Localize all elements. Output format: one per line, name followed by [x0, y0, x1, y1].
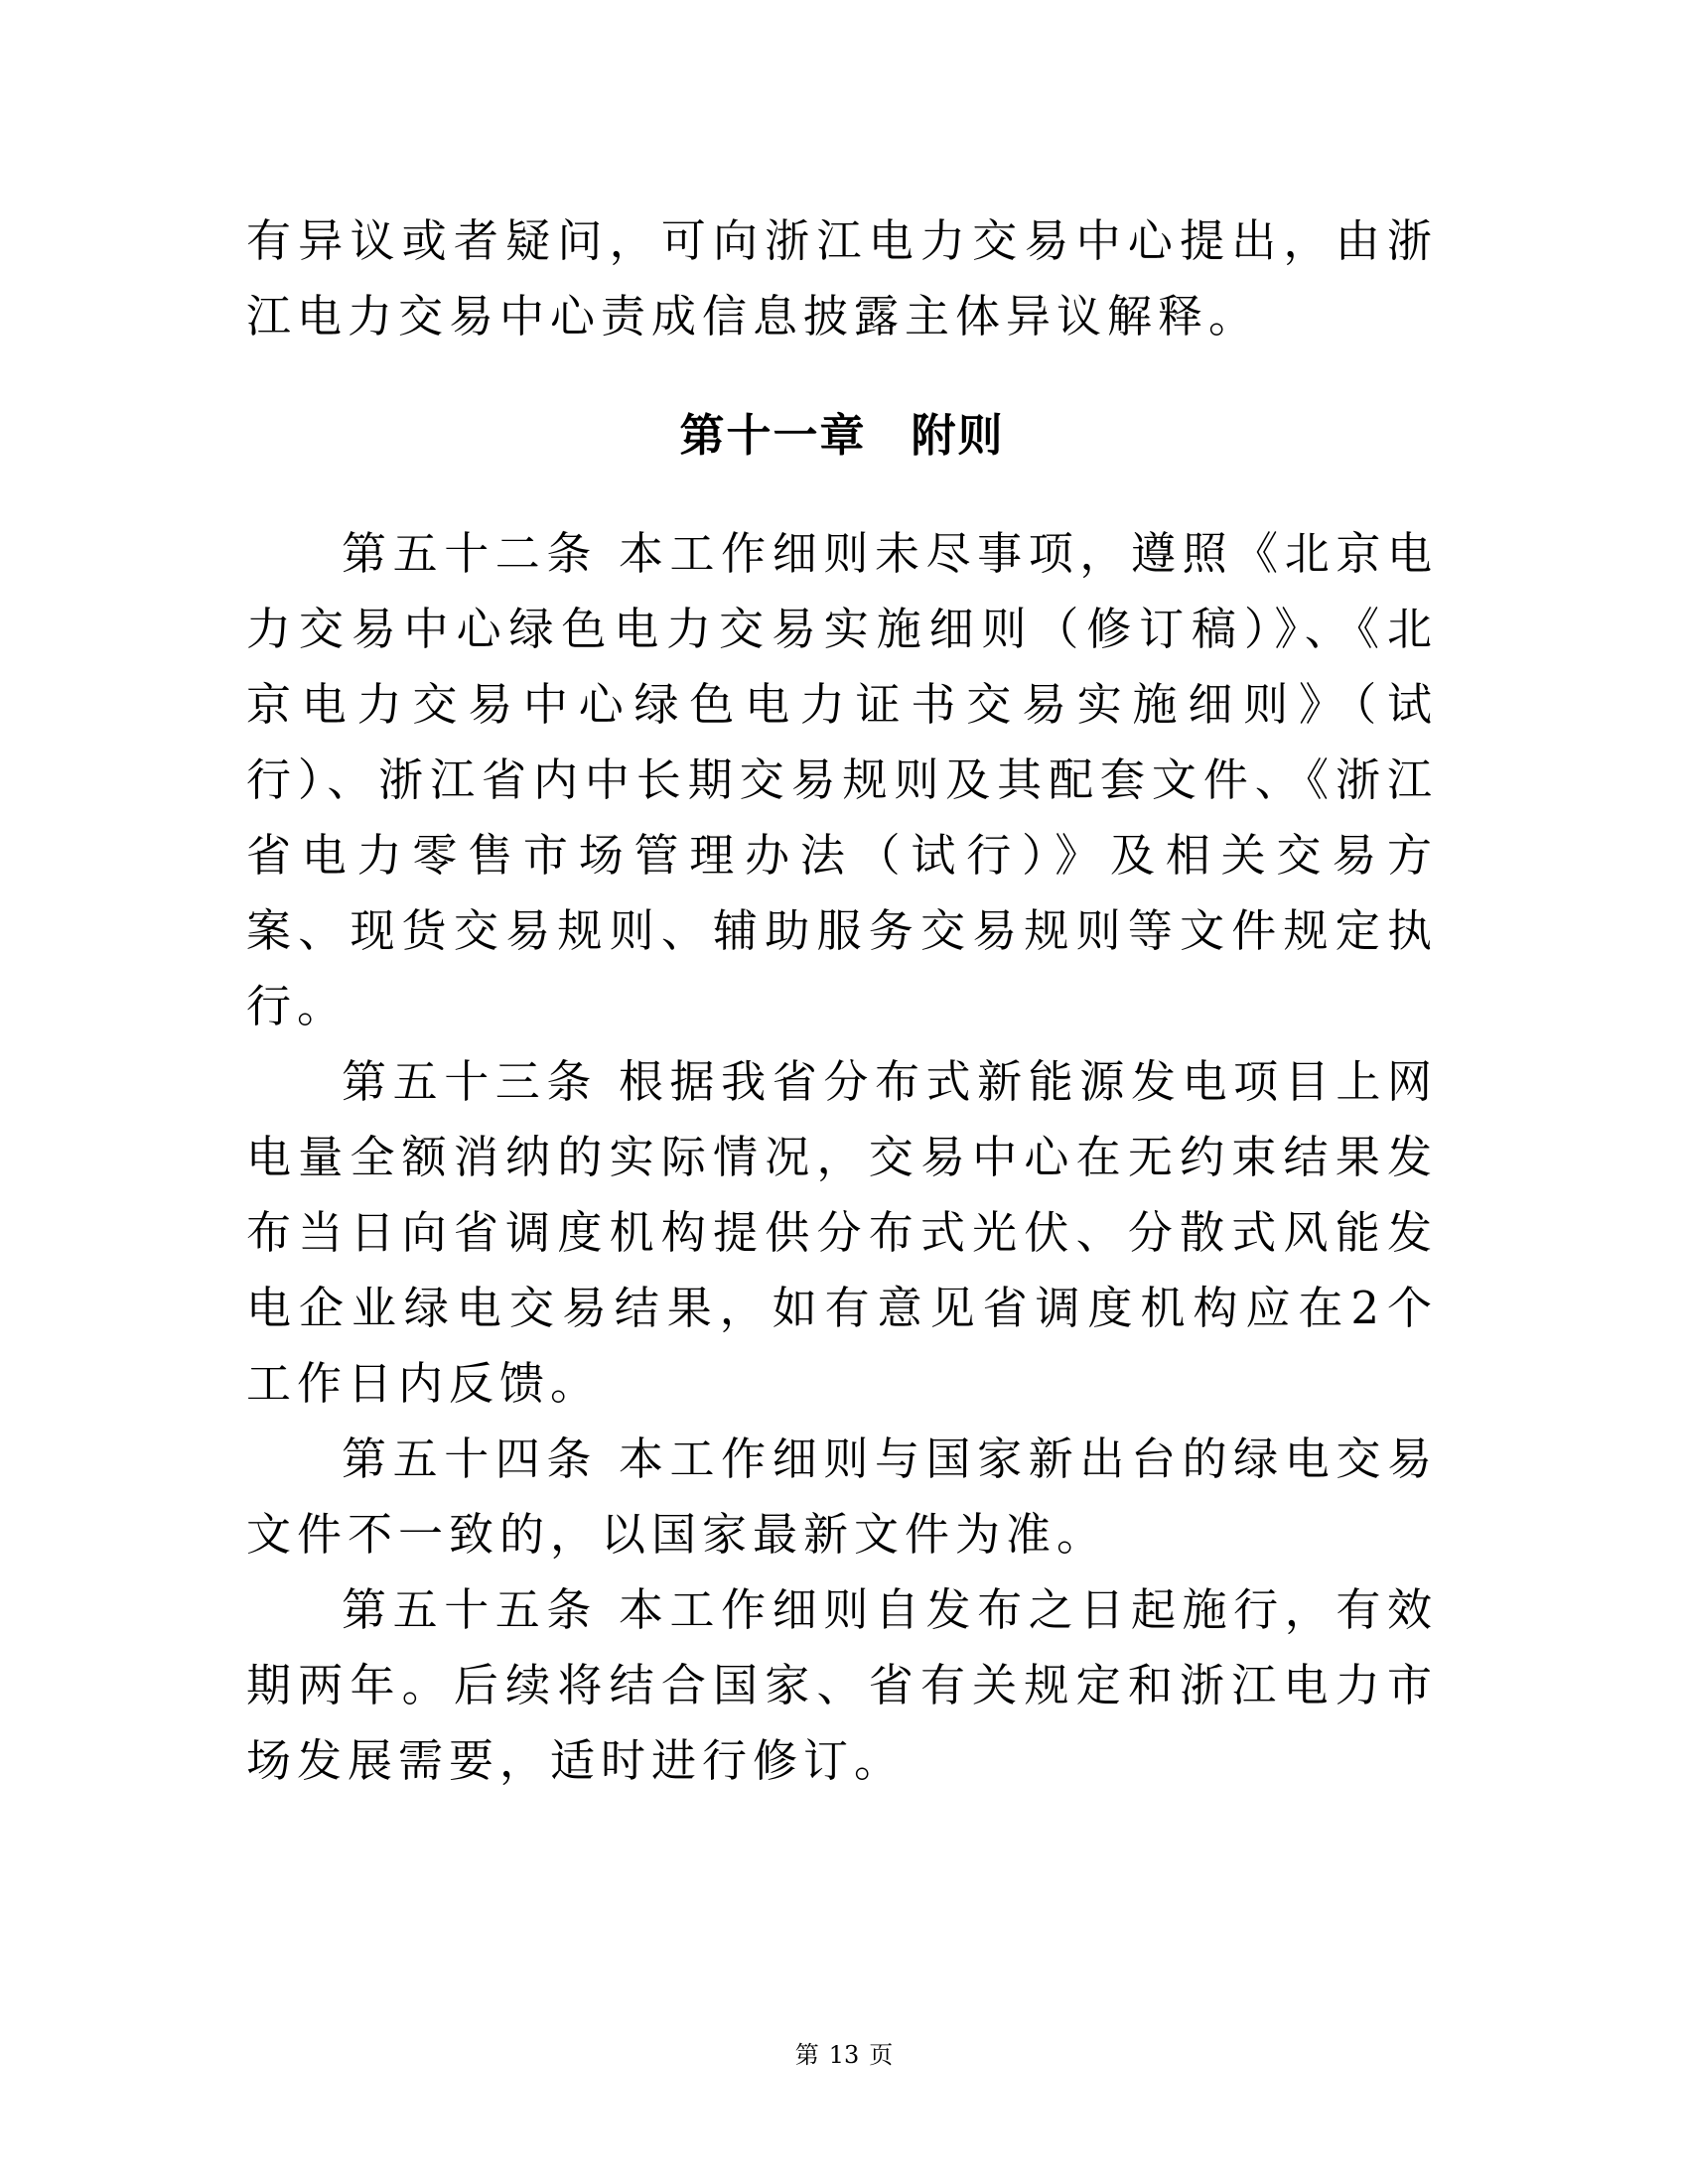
footer-prefix: 第: [794, 2041, 819, 2069]
document-body: [246, 204, 1438, 1799]
article-53: [246, 1044, 1438, 1422]
continuation-paragraph: 有异议或者疑问，可向浙江电力交易中心提出，由浙江电力交易中心责成信息披露主体异议解释。: [246, 214, 1438, 342]
article-52: [246, 516, 1438, 1044]
chapter-number: 第十一章: [679, 409, 867, 462]
chapter-heading: [246, 398, 1438, 474]
page-number: 13: [828, 2041, 860, 2069]
footer-suffix: 页: [869, 2041, 894, 2069]
article-55: [246, 1572, 1438, 1799]
article-text: 本工作细则与国家新出台的绿电交易文件不一致的，以国家最新文件为准。: [246, 1433, 1438, 1561]
article-label: 第五十三条: [342, 1055, 599, 1108]
chapter-title: 附则: [911, 409, 1005, 462]
article-label: 第五十四条: [342, 1433, 599, 1485]
article-label: 第五十二条: [342, 527, 599, 580]
page-footer: [0, 2040, 1688, 2070]
article-text: 根据我省分布式新能源发电项目上网电量全额消纳的实际情况，交易中心在无约束结果发布当日向省调度机构提供分布式光伏、分散式风能发电企业绿电交易结果，如有意见省调度机构应在2个工作日内反馈。: [246, 1055, 1438, 1410]
article-label: 第五十五条: [342, 1583, 599, 1636]
article-text: 本工作细则自发布之日起施行，有效期两年。后续将结合国家、省有关规定和浙江电力市场发展需要，适时进行修订。: [246, 1583, 1438, 1787]
article-54: [246, 1422, 1438, 1572]
article-text: 本工作细则未尽事项，遵照《北京电力交易中心绿色电力交易实施细则（修订稿）》、《北京电力交易中心绿色电力证书交易实施细则》（试行）、浙江省内中长期交易规则及其配套文件、《浙江省电力零售市场管理办法（试行）》及相关交易方案、现货交易规则、辅助服务交易规则等文件规定执行。: [246, 527, 1438, 1032]
